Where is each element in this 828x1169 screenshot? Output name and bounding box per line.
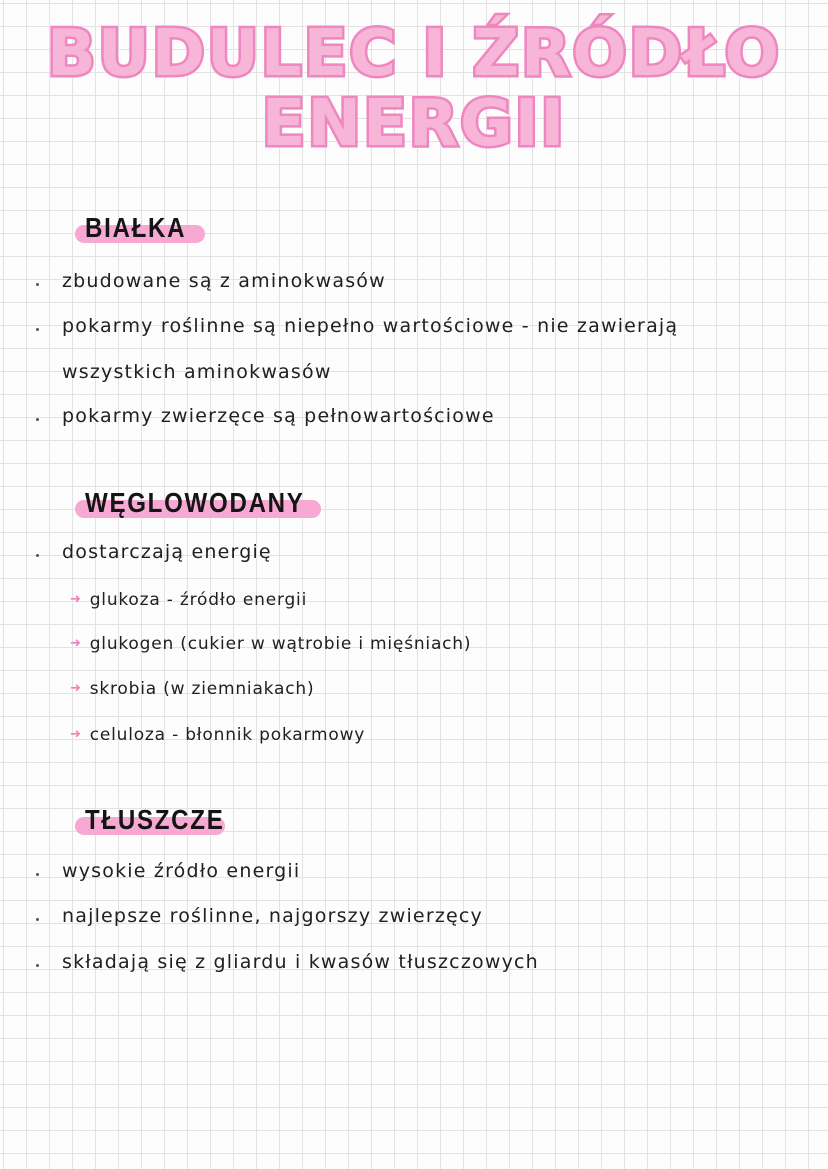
section-heading-text: TŁUSZCZE xyxy=(85,804,225,835)
bullet-line: zbudowane są z aminokwasów xyxy=(62,270,386,292)
sub-item xyxy=(70,725,365,745)
bullet-dot xyxy=(36,554,39,557)
page-title-line-2: ENERGII xyxy=(261,87,567,161)
arrow-right-icon: ➜ xyxy=(70,592,82,607)
bullet-line: pokarmy zwierzęce są pełnowartościowe xyxy=(62,405,495,427)
sub-item xyxy=(70,679,314,699)
arrow-right-icon: ➜ xyxy=(70,681,82,696)
bullet-line: składają się z gliardu i kwasów tłuszczowych xyxy=(62,951,539,973)
bullet-line: pokarmy roślinne są niepełno wartościowe - nie zawierają xyxy=(62,315,679,337)
bullet-dot xyxy=(36,328,39,331)
bullet-dot xyxy=(36,283,39,286)
sub-item-text: skrobia (w ziemniakach) xyxy=(89,679,315,699)
sub-item-text: celuloza - błonnik pokarmowy xyxy=(89,725,366,745)
bullet-line: najlepsze roślinne, najgorszy zwierzęcy xyxy=(62,905,483,927)
bullet-dot xyxy=(36,873,39,876)
page-title-line-1: BUDULEC I ŹRÓDŁO xyxy=(46,17,782,91)
section-heading-text: WĘGLOWODANY xyxy=(85,487,305,518)
bullet-line: wysokie źródło energii xyxy=(62,860,301,882)
sub-item-text: glukogen (cukier w wątrobie i mięśniach) xyxy=(89,634,472,654)
bullet-dot xyxy=(36,418,39,421)
section-heading-text: BIAŁKA xyxy=(85,212,187,243)
arrow-right-icon: ➜ xyxy=(70,636,82,651)
bullet-line: dostarczają energię xyxy=(62,541,272,563)
bullet-line-continuation: wszystkich aminokwasów xyxy=(62,361,332,383)
arrow-right-icon: ➜ xyxy=(70,727,82,742)
bullet-dot xyxy=(36,964,39,967)
sub-item-text: glukoza - źródło energii xyxy=(89,590,308,610)
sub-item xyxy=(70,634,471,654)
sub-item xyxy=(70,590,307,610)
bullet-dot xyxy=(36,918,39,921)
